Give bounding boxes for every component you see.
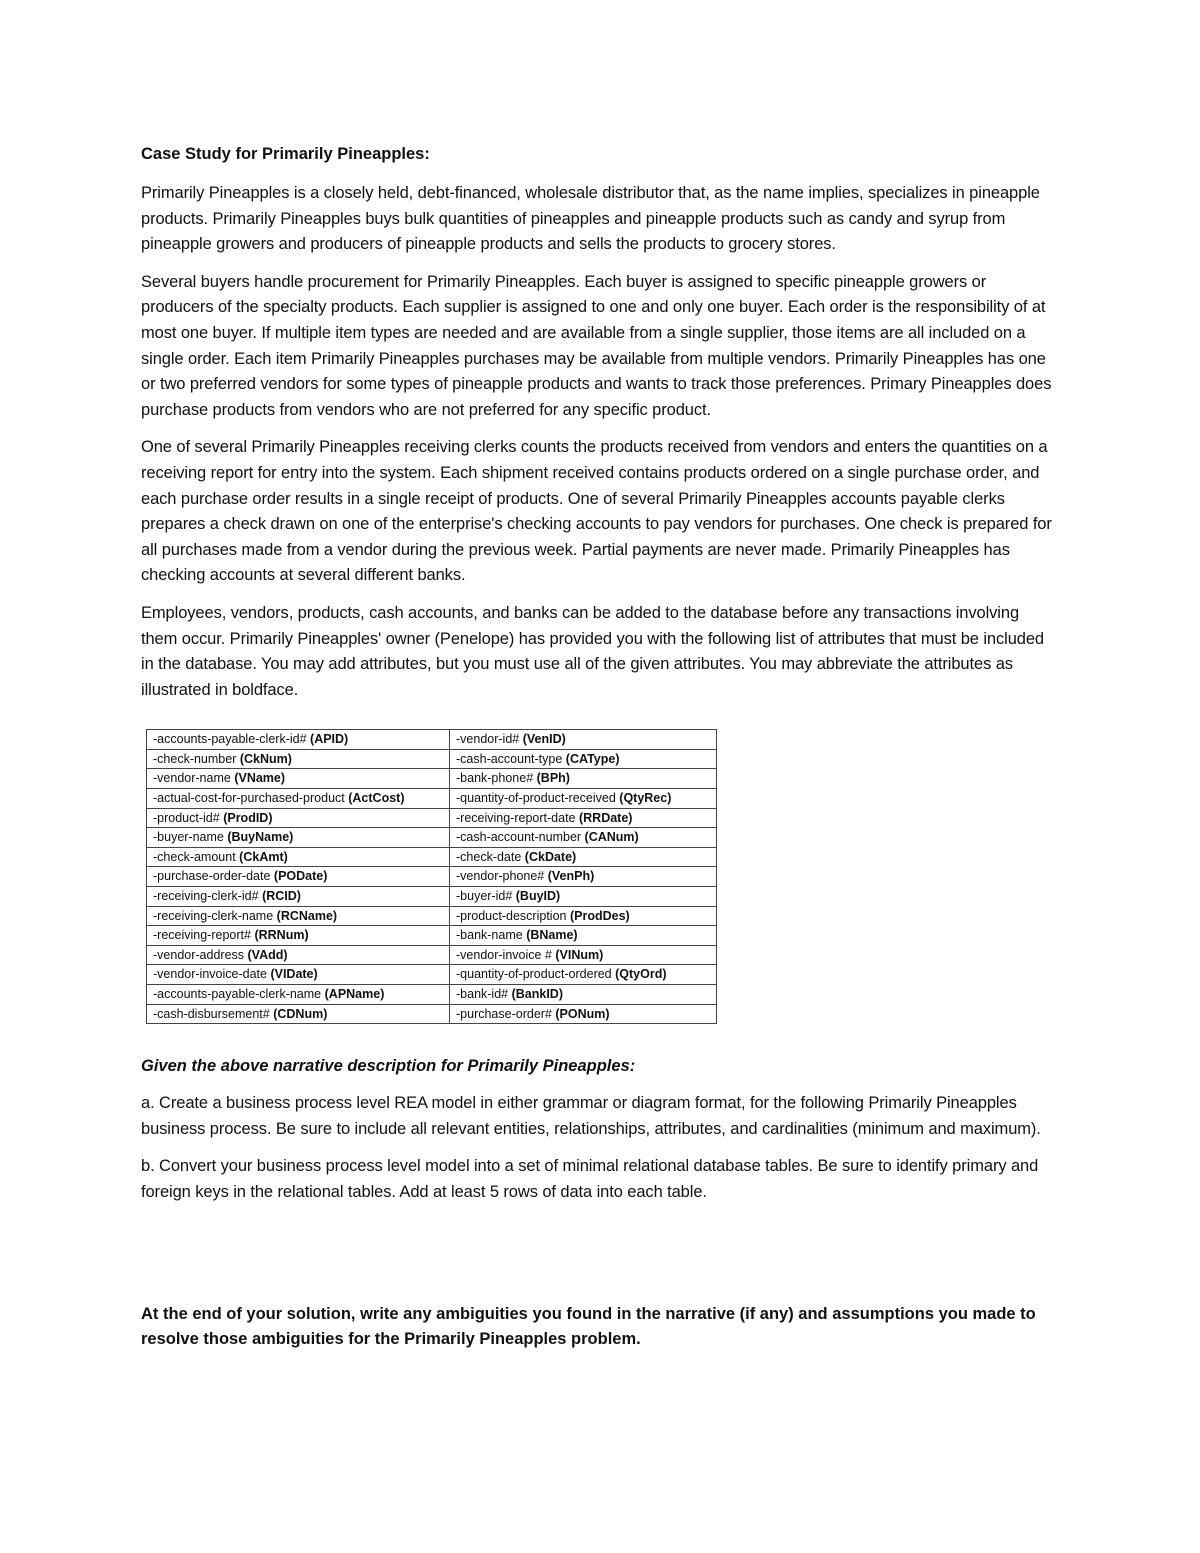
attribute-cell-right [450, 965, 717, 985]
question-a: a. Create a business process level REA model in either grammar or diagram format, for the following Primarily Pineapples business process. Be sure to include all relevant entities, relationships, attributes, and cardinalities (minimum and maximum). [141, 1094, 1041, 1138]
attribute-name: -vendor-name [153, 771, 231, 786]
attribute-name: -product-id# [153, 810, 220, 825]
attribute-name: -cash-account-type [456, 751, 563, 766]
attribute-name: -receiving-clerk-id# [153, 889, 259, 904]
attribute-abbreviation: (BuyName) [227, 830, 294, 845]
paragraph-attributes-intro: Employees, vendors, products, cash accounts, and banks can be added to the database before any transactions involving them occur. Primarily Pineapples' owner (Penelope) has provided you with the following list of attributes that must be included in the database. You may add attributes, but you must use all of the given attributes. You may abbreviate the attributes as illustrated in boldface. [141, 603, 1045, 699]
attribute-cell-right [450, 730, 717, 750]
attribute-cell-left [147, 965, 450, 985]
attribute-row [147, 769, 717, 789]
attribute-name: -buyer-id# [456, 889, 513, 904]
attribute-cell-left [147, 749, 450, 769]
attribute-name: -accounts-payable-clerk-name [153, 987, 322, 1001]
attribute-cell-left [147, 730, 450, 750]
attribute-name: -bank-phone# [456, 771, 534, 786]
attribute-abbreviation: (APID) [310, 732, 349, 747]
attribute-abbreviation: (RCName) [276, 908, 338, 923]
document-page [141, 142, 1059, 1353]
attribute-row [147, 789, 717, 809]
question-title: Given the above narrative description for Primarily Pineapples: [141, 1057, 636, 1076]
attribute-cell-left [147, 906, 450, 926]
attribute-name: -receiving-report# [153, 928, 251, 943]
attribute-name: -receiving-report-date [456, 810, 576, 825]
attribute-row [147, 828, 717, 848]
attribute-row [147, 808, 717, 828]
paragraph-buyers: Several buyers handle procurement for Primarily Pineapples. Each buyer is assigned to specific pineapple growers or producers of the specialty products. Each supplier is assigned to one and only one buyer. Each order is the responsibility of at most one buyer. If multiple item types are needed and are available from a single supplier, those items are all included on a single order. Each item Primarily Pineapples purchases may be available from multiple vendors. Primarily Pineapples has one or two preferred vendors for some types of pineapple products and wants to track those preferences. Primary Pineapples does purchase products from vendors who are not preferred for any specific product. [141, 272, 1052, 419]
attribute-name: -vendor-phone# [456, 869, 545, 884]
attribute-abbreviation: (ProdDes) [569, 908, 630, 923]
attribute-cell-right [450, 887, 717, 907]
attribute-abbreviation: (CAType) [565, 751, 620, 766]
attribute-name: -product-description [456, 908, 567, 923]
attribute-cell-left [147, 887, 450, 907]
attribute-cell-right [450, 926, 717, 946]
attribute-name: -receiving-clerk-name [153, 908, 274, 923]
attribute-abbreviation: (PODate) [273, 869, 328, 884]
attribute-cell-left [147, 945, 450, 965]
attribute-name: -check-number [153, 751, 237, 766]
attribute-cell-left [147, 828, 450, 848]
attribute-cell-left [147, 847, 450, 867]
attribute-abbreviation: (CkDate) [524, 849, 577, 864]
attribute-abbreviation: (BuyID) [515, 889, 561, 904]
attribute-abbreviation: (VAdd) [247, 947, 288, 962]
attribute-cell-right [450, 847, 717, 867]
attribute-cell-right [450, 789, 717, 809]
attribute-cell-right [450, 867, 717, 887]
attribute-cell-right [450, 808, 717, 828]
attribute-abbreviation: (RRNum) [254, 928, 309, 943]
attribute-cell-left [147, 867, 450, 887]
attribute-cell-right [450, 749, 717, 769]
attribute-cell-left [147, 926, 450, 946]
attribute-cell-left [147, 808, 450, 828]
attribute-cell-left [147, 769, 450, 789]
attribute-row [147, 730, 717, 750]
attribute-name: -accounts-payable-clerk-id# [153, 732, 307, 747]
attribute-cell-right [450, 906, 717, 926]
attribute-abbreviation: (QtyRec) [619, 791, 672, 806]
attribute-row [147, 749, 717, 769]
paragraph-receiving: One of several Primarily Pineapples receiving clerks counts the products received from vendors and enters the quantities on a receiving report for entry into the system. Each shipment received contains products ordered on a single purchase order, and each purchase order results in a single receipt of products. One of several Primarily Pineapples accounts payable clerks prepares a check drawn on one of the enterprise's checking accounts to pay vendors for purchases. One check is prepared for all purchases made from a vendor during the previous week. Partial payments are never made. Primarily Pineapples has checking accounts at several different banks. [141, 438, 1052, 585]
attribute-abbreviation: (VenID) [522, 732, 566, 747]
attribute-abbreviation: (BankID) [511, 987, 564, 1001]
attribute-name: -cash-account-number [456, 830, 582, 845]
attribute-abbreviation: (VIDate) [270, 967, 318, 982]
attribute-cell-left [147, 985, 450, 1005]
attribute-row [147, 847, 717, 867]
attribute-name: -vendor-id# [456, 732, 520, 747]
attribute-row [147, 867, 717, 887]
paragraph-company-overview: Primarily Pineapples is a closely held, debt-financed, wholesale distributor that, as the name implies, specializes in pineapple products. Primarily Pineapples buys bulk quantities of pineapples and pineapple products such as candy and syrup from pineapple growers and producers of pineapple products and sells the products to grocery stores. [141, 184, 1040, 254]
attribute-row [147, 926, 717, 946]
attribute-abbreviation: (CkNum) [239, 751, 292, 766]
attribute-cell-right [450, 945, 717, 965]
attribute-row [147, 1004, 717, 1024]
attribute-name: -check-amount [153, 849, 236, 864]
attribute-name: -quantity-of-product-received [456, 791, 616, 806]
attribute-cell-right [450, 828, 717, 848]
attribute-cell-left [147, 1004, 450, 1024]
attribute-name: -actual-cost-for-purchased-product [153, 791, 345, 806]
attribute-abbreviation: (CDNum) [273, 1006, 328, 1021]
attribute-name: -bank-id# [456, 987, 509, 1001]
attribute-row [147, 945, 717, 965]
attribute-abbreviation: (VINum) [555, 947, 604, 962]
attribute-name: -bank-name [456, 928, 523, 943]
attribute-abbreviation: (ActCost) [348, 791, 405, 806]
attribute-name: -check-date [456, 849, 522, 864]
attribute-abbreviation: (PONum) [555, 1006, 610, 1021]
attribute-name: -vendor-invoice-date [153, 967, 267, 982]
attribute-cell-right [450, 985, 717, 1005]
attribute-name: -vendor-invoice # [456, 947, 552, 962]
attribute-abbreviation: (ProdID) [223, 810, 273, 825]
attribute-abbreviation: (VenPh) [547, 869, 595, 884]
attribute-cell-left [147, 789, 450, 809]
attribute-abbreviation: (BName) [526, 928, 578, 943]
attribute-name: -vendor-address [153, 947, 245, 962]
attribute-abbreviation: (VName) [234, 771, 286, 786]
attribute-abbreviation: (CANum) [584, 830, 639, 845]
case-study-title: Case Study for Primarily Pineapples: [141, 145, 430, 163]
attribute-abbreviation: (APName) [324, 987, 385, 1001]
attribute-abbreviation: (RRDate) [578, 810, 633, 825]
attribute-abbreviation: (BPh) [536, 771, 570, 786]
attribute-name: -quantity-of-product-ordered [456, 967, 612, 982]
attribute-name: -cash-disbursement# [153, 1006, 270, 1021]
attribute-row [147, 985, 717, 1005]
attribute-row [147, 906, 717, 926]
attribute-name: -purchase-order-date [153, 869, 271, 884]
attribute-abbreviation: (QtyOrd) [615, 967, 667, 982]
attribute-name: -buyer-name [153, 830, 224, 845]
attribute-row [147, 887, 717, 907]
attribute-cell-right [450, 1004, 717, 1024]
attributes-table [146, 729, 717, 1024]
attribute-row [147, 965, 717, 985]
attribute-cell-right [450, 769, 717, 789]
attribute-abbreviation: (CkAmt) [239, 849, 288, 864]
question-b: b. Convert your business process level model into a set of minimal relational database tables. Be sure to identify primary and foreign keys in the relational tables. Add at least 5 rows of data into each table. [141, 1157, 1039, 1201]
attribute-name: -purchase-order# [456, 1006, 552, 1021]
closing-instruction: At the end of your solution, write any ambiguities you found in the narrative (if any) and assumptions you made to resolve those ambiguities for the Primarily Pineapples problem. [141, 1304, 1036, 1349]
attribute-abbreviation: (RCID) [262, 889, 301, 904]
